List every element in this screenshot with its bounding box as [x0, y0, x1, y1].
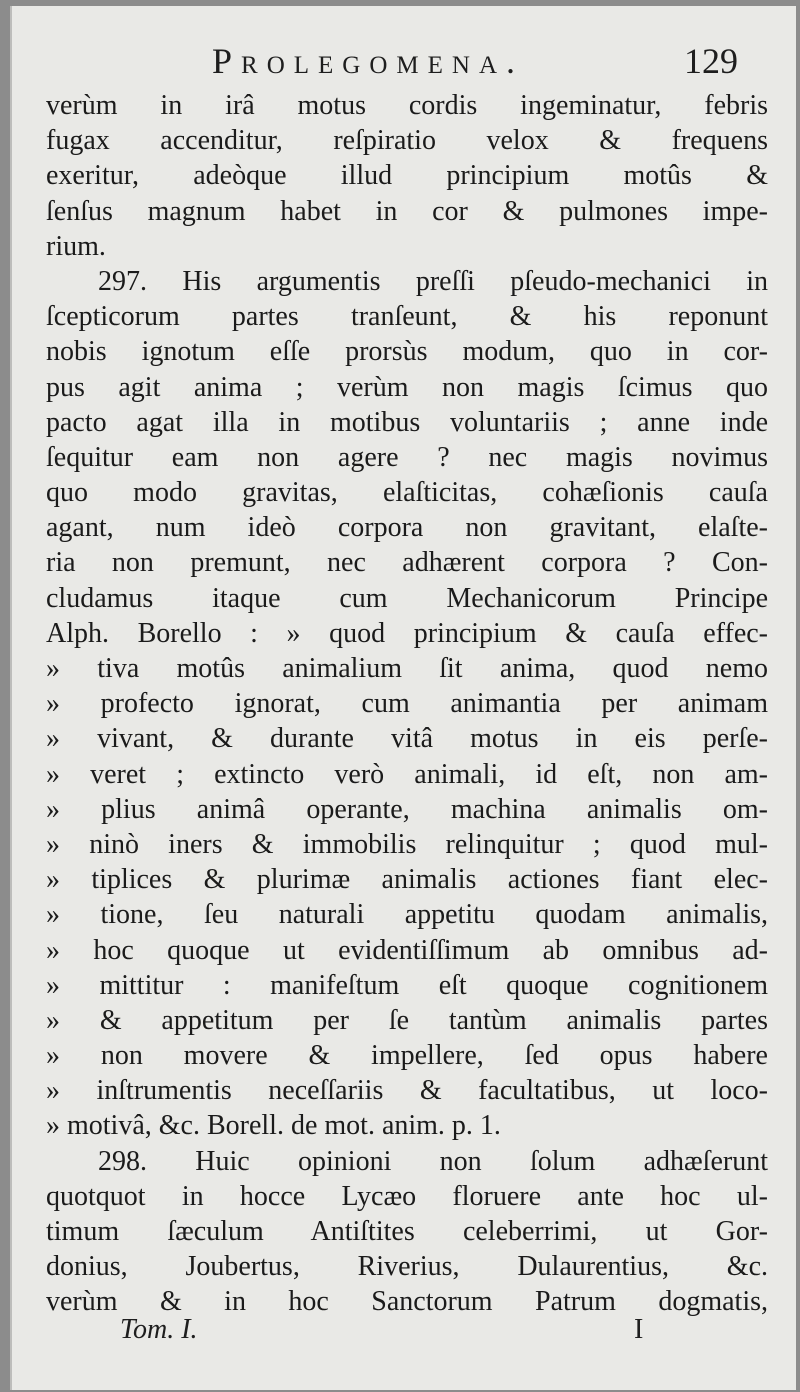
quote-line: » tiplices & plurimæ animalis actiones fiant elec-	[46, 864, 768, 896]
book-page	[10, 6, 796, 1390]
page-number: 129	[684, 41, 738, 81]
text-line: ria non premunt, nec adhærent corpora ? Con-	[46, 547, 768, 579]
volume-reference: Tom. I.	[120, 1314, 198, 1345]
text-line: fugax accenditur, reſpiratio velox & frequens	[46, 125, 768, 157]
text-line: agant, num ideò corpora non gravitant, elaſte-	[46, 512, 768, 544]
text-line: rium.	[46, 230, 106, 262]
text-line: quotquot in hocce Lycæo floruere ante hoc ul-	[46, 1180, 768, 1212]
body-text	[46, 88, 768, 1320]
text-line: donius, Joubertus, Riverius, Dulaurentius, &c.	[46, 1251, 768, 1283]
text-line: pus agit anima ; verùm non magis ſcimus quo	[46, 371, 768, 403]
text-line: ſequitur eam non agere ? nec magis novimus	[46, 441, 768, 473]
page-header	[12, 40, 798, 90]
text-line: timum ſæculum Antiſtites celeberrimi, ut Gor-	[46, 1216, 768, 1247]
quote-line: » veret ; extincto verò animali, id eſt, non am-	[46, 758, 768, 790]
text-line: verùm & in hoc Sanctorum Patrum dogmatis,	[46, 1286, 768, 1318]
running-title: Prolegomena.	[212, 41, 525, 81]
quote-line: » hoc quoque ut evidentiſſimum ab omnibus ad-	[46, 934, 768, 966]
quote-line: » & appetitum per ſe tantùm animalis partes	[46, 1004, 768, 1036]
paragraph-297-start: 297. His argumentis preſſi pſeudo-mechanici in	[98, 265, 768, 297]
text-line: ſcepticorum partes tranſeunt, & his reponunt	[46, 301, 768, 333]
quote-line: » non movere & impellere, ſed opus habere	[46, 1040, 768, 1072]
quote-line: » plius animâ operante, machina animalis om-	[46, 793, 768, 825]
text-line: verùm in irâ motus cordis ingeminatur, febris	[46, 90, 768, 121]
quote-line: » inſtrumentis neceſſariis & facultatibus, ut loco-	[46, 1075, 768, 1107]
quote-line: » tione, ſeu naturali appetitu quodam animalis,	[46, 899, 768, 931]
quote-line: » profecto ignorat, cum animantia per animam	[46, 688, 768, 720]
paragraph-298-start: 298. Huic opinioni non ſolum adhæſerunt	[98, 1145, 768, 1177]
signature-mark: I	[634, 1314, 644, 1345]
text-line: cludamus itaque cum Mechanicorum Principe	[46, 582, 768, 614]
text-line: quo modo gravitas, elaſticitas, cohæſionis cauſa	[46, 477, 768, 509]
quote-line: » motivâ, &c. Borell. de mot. anim. p. 1.	[46, 1110, 501, 1142]
quote-line: » vivant, & durante vitâ motus in eis perſe-	[46, 723, 768, 755]
quote-line: » ninò iners & immobilis relinquitur ; quod mul-	[46, 828, 768, 860]
quote-line: » tiva motûs animalium ſit anima, quod nemo	[46, 653, 768, 684]
quote-line: » mittitur : manifeſtum eſt quoque cognitionem	[46, 969, 768, 1001]
text-line: pacto agat illa in motibus voluntariis ; anne inde	[46, 406, 768, 438]
text-line: exeritur, adeòque illud principium motûs &	[46, 160, 768, 192]
text-line: nobis ignotum eſſe prorsùs modum, quo in cor-	[46, 336, 768, 368]
text-line: ſenſus magnum habet in cor & pulmones impe-	[46, 195, 768, 227]
page-footer	[12, 1314, 798, 1354]
text-line: Alph. Borello : » quod principium & cauſa effec-	[46, 617, 768, 649]
